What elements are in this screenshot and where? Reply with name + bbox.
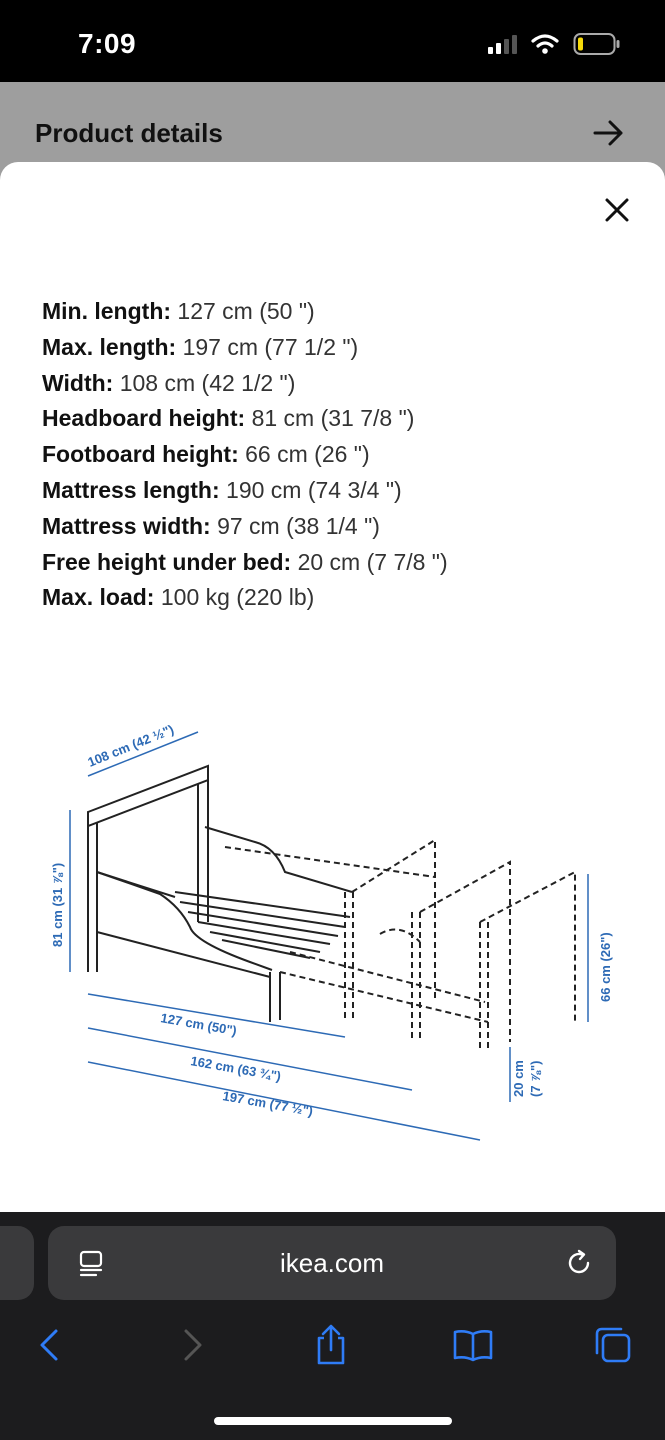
spec-label: Min. length:: [42, 298, 172, 324]
spec-label: Mattress length:: [42, 476, 220, 503]
status-bar: [0, 0, 665, 82]
spec-value: 127 cm (50 "): [177, 298, 315, 324]
spec-row: [42, 545, 448, 581]
spec-label: Headboard height:: [42, 405, 246, 432]
back-button[interactable]: [26, 1322, 72, 1368]
spec-value: 190 cm (74 3/4 "): [226, 476, 402, 503]
previous-tab-pill[interactable]: [0, 1226, 34, 1300]
spec-row: [42, 366, 448, 402]
measurements-sheet: [0, 162, 665, 1212]
length-197-label: 197 cm (77 ½"): [221, 1088, 315, 1119]
width-dimension-label: 108 cm (42 ½"): [85, 722, 176, 770]
specs-list: [42, 294, 448, 616]
chevron-left-icon: [38, 1328, 60, 1362]
wifi-icon: [531, 33, 559, 55]
spec-value: 97 cm (38 1/4 "): [217, 512, 380, 539]
battery-icon: [573, 32, 621, 56]
book-icon: [451, 1328, 495, 1362]
tabs-icon: [593, 1325, 633, 1365]
browser-chrome: [0, 1212, 665, 1440]
share-button[interactable]: [308, 1322, 354, 1368]
spec-label: Width:: [42, 369, 114, 396]
spec-value: 197 cm (77 1/2 "): [182, 333, 359, 360]
reload-icon[interactable]: [564, 1248, 594, 1278]
address-bar[interactable]: [48, 1226, 616, 1300]
spec-label: Max. length:: [42, 333, 177, 360]
spec-value: 108 cm (42 1/2 "): [119, 369, 296, 396]
spec-label: Free height under bed:: [42, 548, 292, 575]
spec-value: 81 cm (31 7/8 "): [251, 405, 415, 432]
bookmarks-button[interactable]: [450, 1322, 496, 1368]
status-icons: [488, 32, 621, 56]
spec-row: [42, 473, 448, 509]
tabs-button[interactable]: [590, 1322, 636, 1368]
spec-row: [42, 330, 448, 366]
underbed-dimension-label-imperial: (7 ⅞"): [528, 1060, 543, 1097]
bed-dimensions-diagram: [40, 722, 640, 1172]
chevron-right-icon: [182, 1328, 204, 1362]
home-indicator: [214, 1417, 452, 1425]
arrow-right-icon[interactable]: [593, 118, 625, 148]
product-details-heading: Product details: [35, 118, 223, 148]
spec-label: Max. load:: [42, 584, 155, 611]
spec-value: 66 cm (26 "): [245, 441, 370, 468]
spec-row: [42, 437, 448, 473]
close-icon[interactable]: [603, 196, 631, 224]
browser-toolbar: [0, 1322, 665, 1382]
status-time: 7:09: [78, 28, 137, 59]
spec-value: 100 kg (220 lb): [160, 584, 315, 611]
underbed-dimension-label: 20 cm: [511, 1060, 526, 1097]
spec-row: [42, 580, 448, 616]
share-icon: [313, 1324, 349, 1366]
spec-label: Mattress width:: [42, 512, 211, 539]
footboard-dimension-label: 66 cm (26"): [598, 932, 613, 1002]
url-text: ikea.com: [279, 1248, 385, 1278]
spec-label: Footboard height:: [42, 441, 239, 468]
spec-value: 20 cm (7 7/8 "): [297, 548, 448, 575]
cellular-signal-icon: [488, 34, 517, 54]
spec-row: [42, 294, 448, 330]
spec-row: [42, 401, 448, 437]
length-162-label: 162 cm (63 ¾"): [189, 1053, 283, 1084]
forward-button[interactable]: [170, 1322, 216, 1368]
length-127-label: 127 cm (50"): [159, 1010, 238, 1039]
headboard-dimension-label: 81 cm (31 ⅞"): [50, 862, 65, 947]
spec-row: [42, 509, 448, 545]
